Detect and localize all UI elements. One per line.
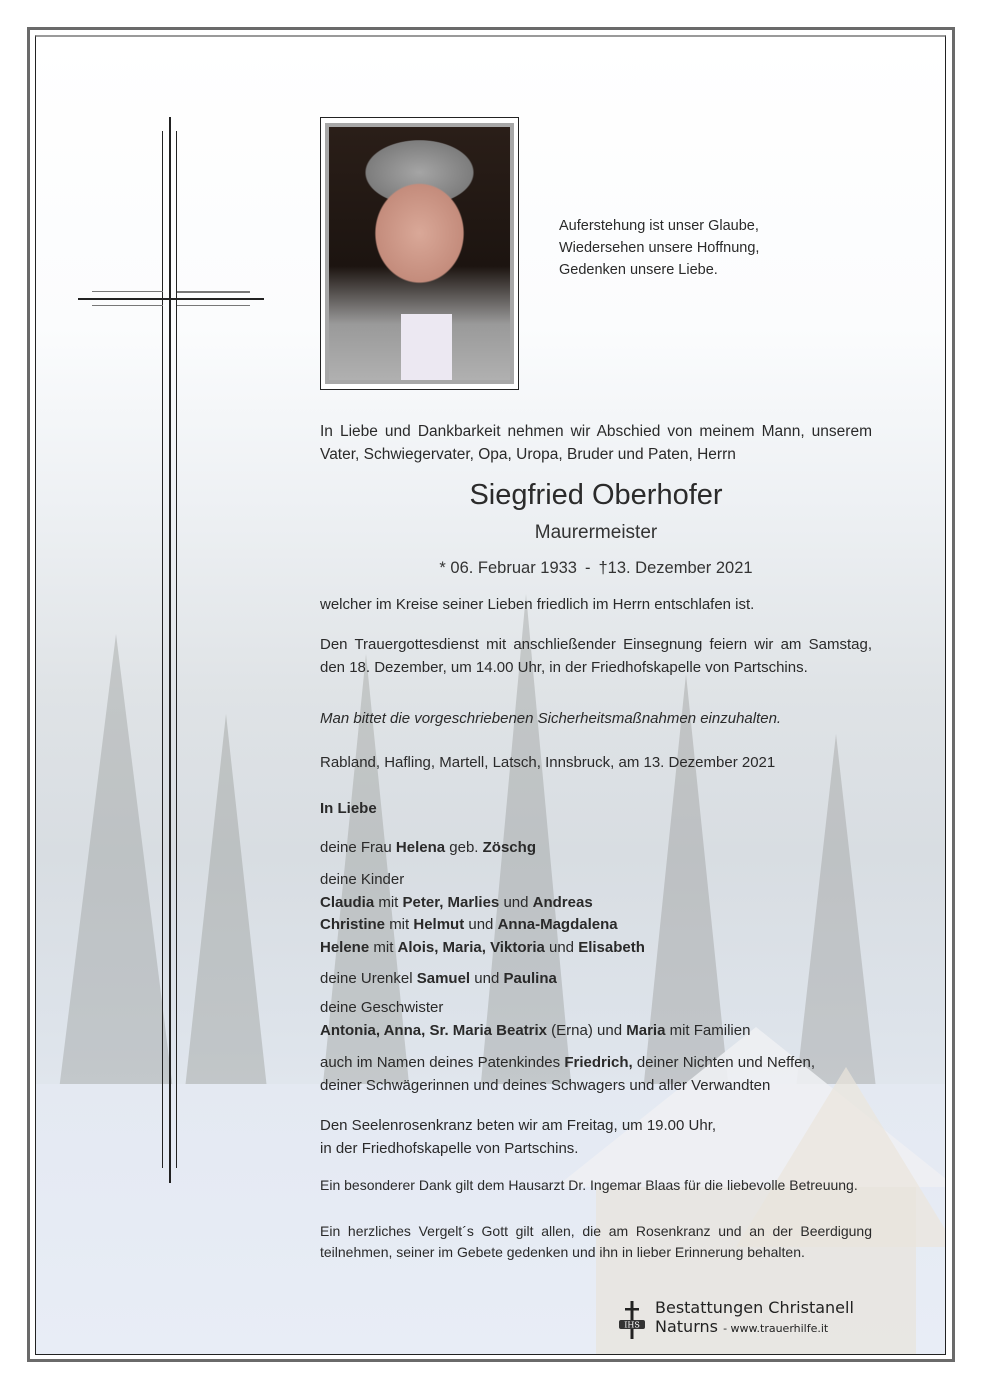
siblings-block: [320, 997, 872, 1042]
children-label: deine Kinder: [320, 871, 405, 888]
svg-text:IHS: IHS: [624, 1320, 640, 1330]
children-block: [320, 869, 872, 959]
siblings-label: deine Geschwister: [320, 999, 444, 1016]
portrait-photo: [329, 127, 510, 380]
grandchild-name: Anna-Magdalena: [497, 916, 618, 933]
quote-line: Wiedersehen unsere Hoffnung,: [559, 240, 760, 256]
cross-left-vertical: [162, 131, 163, 1168]
child-name: Helene: [320, 938, 370, 956]
quote-line: Auferstehung ist unser Glaube,: [559, 218, 759, 234]
great-grandchild-name: Paulina: [503, 970, 557, 987]
great-grandchild-name: Samuel: [416, 970, 471, 987]
great-grandchildren-label: deine Urenkel: [320, 970, 413, 987]
passing-text: welcher im Kreise seiner Lieben friedlich im Herrn entschlafen ist.: [320, 596, 755, 613]
life-dates: [320, 556, 872, 580]
sibling-alias: (Erna): [551, 1021, 593, 1039]
safety-note: Man bittet die vorgeschriebenen Sicherheitsmaßnahmen einzuhalten.: [320, 710, 782, 727]
partner-names: Alois, Maria, Viktoria: [397, 938, 545, 956]
grandchild-name: Andreas: [532, 893, 593, 911]
cross-upper-horizontal-right: [177, 291, 250, 293]
and-word: und: [549, 938, 575, 956]
cross-center-horizontal: [78, 298, 264, 300]
with-word: mit: [373, 938, 394, 956]
in-love-heading: In Liebe: [320, 800, 377, 817]
portrait-shirt: [401, 314, 452, 380]
and-word: und: [468, 916, 494, 933]
funeral-home-url[interactable]: - www.trauerhilfe.it: [723, 1322, 829, 1335]
portrait-frame: [320, 117, 519, 390]
godchild-prefix: auch im Namen deines Patenkindes: [320, 1054, 561, 1071]
child-name: Claudia: [320, 893, 375, 911]
portrait-mat: [325, 123, 514, 384]
cross-upper-horizontal-left: [92, 291, 163, 292]
also-line-1: [320, 1052, 872, 1075]
nieces-nephews: deiner Nichten und Neffen,: [636, 1054, 816, 1071]
quote-line: Gedenken unsere Liebe.: [559, 262, 718, 278]
thanks-all: Ein herzliches Vergelt´s Gott gilt allen, die am Rosenkranz und an der Beerdigung teilnehmen, seiner im Gebete gedenken und ihn in lieber Erinnerung behalten.: [320, 1223, 872, 1260]
with-families: mit Familien: [669, 1021, 751, 1039]
wife-line: [320, 837, 872, 860]
funeral-home-town-line: [655, 1317, 828, 1339]
ihs-cross-icon: [617, 1300, 647, 1340]
cross-center-vertical: [169, 117, 171, 1183]
child-line: [320, 914, 872, 937]
with-word: mit: [389, 916, 410, 933]
funeral-home-name: Bestattungen Christanell: [655, 1298, 854, 1317]
birth-date: * 06. Februar 1933: [439, 559, 577, 577]
rosary-line-1: Den Seelenrosenkranz beten wir am Freitag, um 19.00 Uhr,: [320, 1117, 717, 1134]
partner-names: Helmut: [413, 916, 465, 933]
deceased-name: Siegfried Oberhofer: [469, 479, 723, 511]
child-line: [320, 937, 872, 960]
wife-maiden-name: Zöschg: [482, 839, 536, 856]
rosary-line-2: in der Friedhofskapelle von Partschins.: [320, 1139, 579, 1157]
place-date: Rabland, Hafling, Martell, Latsch, Innsbruck, am 13. Dezember 2021: [320, 754, 776, 771]
godchild-name: Friedrich,: [564, 1054, 633, 1071]
rosary-block: [320, 1115, 872, 1160]
intro-text: In Liebe und Dankbarkeit nehmen wir Abschied von meinem Mann, unserem Vater, Schwiegervater, Opa, Uropa, Bruder und Paten, Herrn: [320, 423, 872, 463]
grandchild-name: Elisabeth: [578, 938, 645, 956]
deceased-title: Maurermeister: [534, 522, 658, 543]
and-word: und: [597, 1021, 623, 1039]
quote: [559, 215, 759, 281]
child-line: [320, 892, 872, 915]
cross-lower-horizontal-right: [177, 305, 250, 306]
wife-name: Helena: [395, 839, 446, 856]
service-text: Den Trauergottesdienst mit anschließender Einsegnung feiern wir am Samstag, den 18. Dezember, um 14.00 Uhr, in der Friedhofskapelle von Partschins.: [320, 636, 872, 676]
child-name: Christine: [320, 916, 386, 933]
funeral-home-logo: [617, 1298, 927, 1344]
and-word: und: [503, 893, 529, 911]
great-grandchildren-line: [320, 968, 872, 991]
partner-names: Peter, Marlies: [402, 893, 500, 911]
cross-right-vertical: [176, 131, 177, 1168]
date-separator: -: [584, 559, 591, 577]
also-on-behalf-block: [320, 1052, 872, 1097]
thanks-doctor: Ein besonderer Dank gilt dem Hausarzt Dr. Ingemar Blaas für die liebevolle Betreuung.: [320, 1177, 858, 1193]
wife-born-label: geb.: [449, 839, 479, 856]
sibling-names: Antonia, Anna, Sr. Maria Beatrix: [320, 1021, 547, 1039]
funeral-home-town: Naturns: [655, 1317, 718, 1336]
and-word: und: [474, 970, 500, 987]
sibling-name: Maria: [626, 1021, 666, 1039]
wife-prefix: deine Frau: [320, 839, 392, 856]
cross-lower-horizontal-left: [92, 305, 163, 306]
death-date: †13. Dezember 2021: [598, 559, 753, 577]
siblings-line: [320, 1020, 872, 1043]
with-word: mit: [378, 893, 399, 911]
also-line-2: deiner Schwägerinnen und deines Schwagers und aller Verwandten: [320, 1076, 771, 1094]
